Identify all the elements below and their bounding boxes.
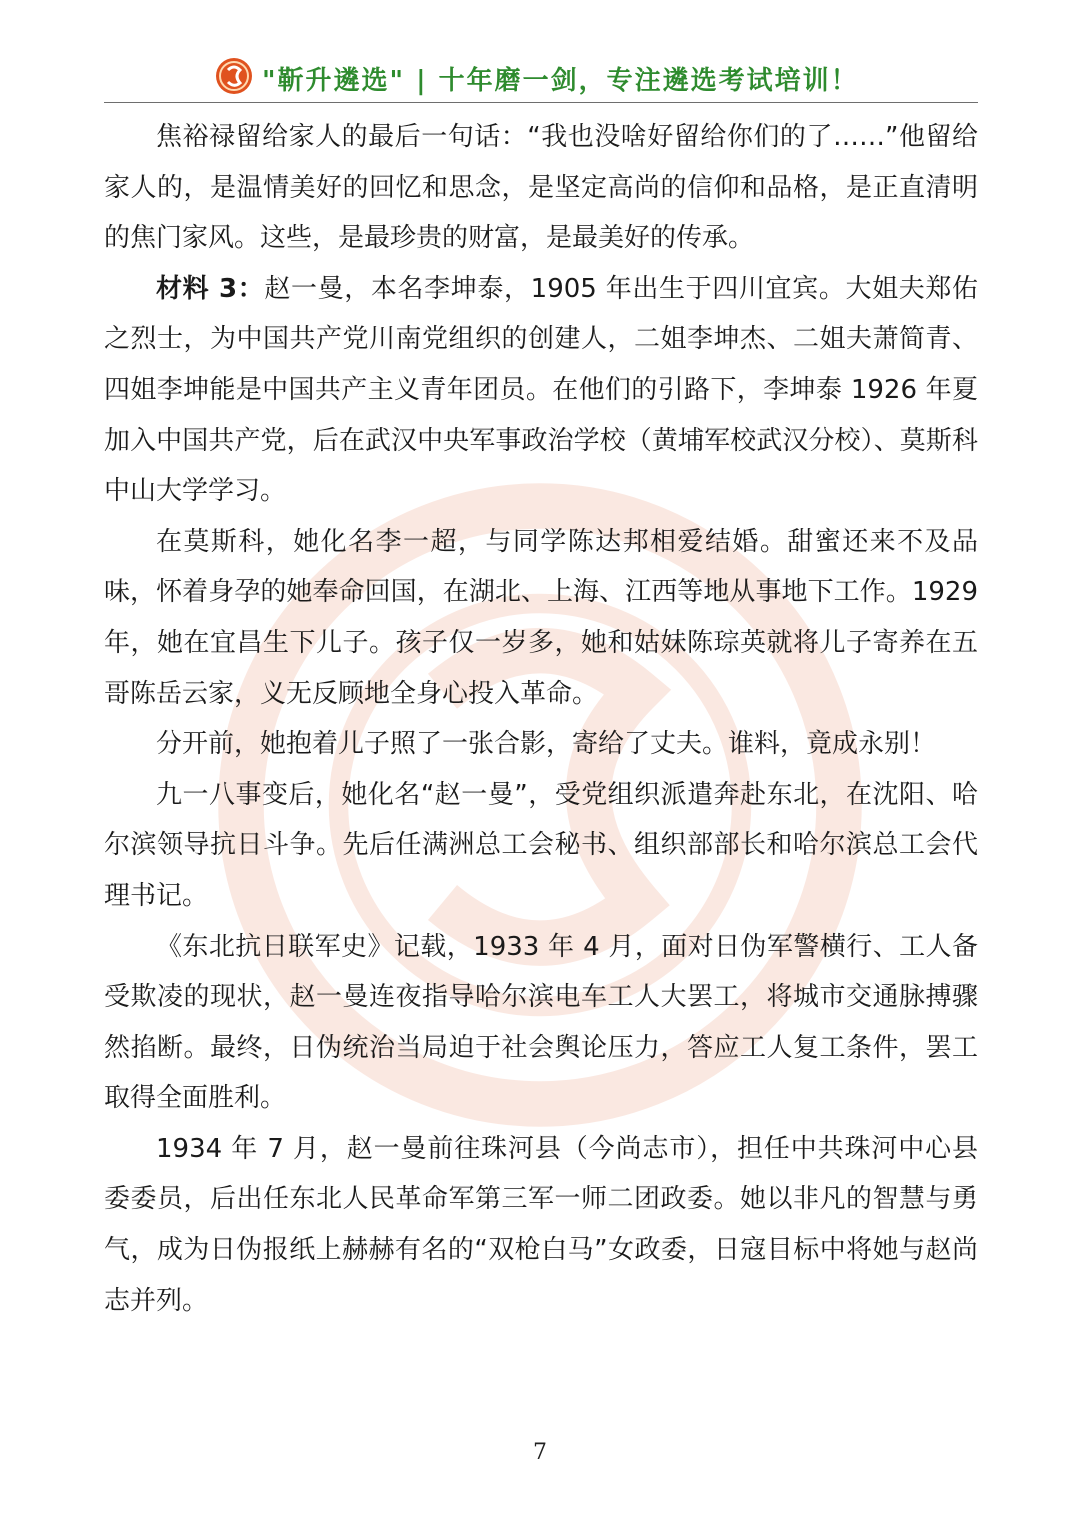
paragraph: 1934 年 7 月，赵一曼前往珠河县（今尚志市），担任中共珠河中心县委委员，后出任东北人民革命军第三军一师二团政委。她以非凡的智慧与勇气，成为日伪报纸上赫赫有名的“双枪白马”女政委，日寇目标中将她与赵尚志并列。	[104, 1133, 978, 1316]
logo-icon	[214, 56, 254, 96]
header-title: "靳升遴选" | 十年磨一剑，专注遴选考试培训！	[262, 66, 859, 96]
paragraph: 九一八事变后，她化名“赵一曼”，受党组织派遣奔赴东北，在沈阳、哈尔滨领导抗日斗争。先后任满洲总工会秘书、组织部部长和哈尔滨总工会代理书记。	[104, 779, 978, 911]
paragraph: 材料 3：赵一曼，本名李坤泰，1905 年出生于四川宜宾。大姐夫郑佑之烈士，为中国共产党川南党组织的创建人，二姐李坤杰、二姐夫萧简青、四姐李坤能是中国共产主义青年团员。在他们的引路下，李坤泰 1926 年夏加入中国共产党，后在武汉中央军事政治学校（黄埔军校武汉分校）、莫斯科中山大学学习。	[104, 273, 978, 507]
paragraph: 在莫斯科，她化名李一超，与同学陈达邦相爱结婚。甜蜜还来不及品味，怀着身孕的她奉命回国，在湖北、上海、江西等地从事地下工作。1929 年，她在宜昌生下儿子。孩子仅一岁多，她和姑妹陈琮英就将儿子寄养在五哥陈岳云家，义无反顾地全身心投入革命。	[104, 526, 978, 709]
page-number: 7	[533, 1440, 547, 1465]
paragraph: 《东北抗日联军史》记载，1933 年 4 月，面对日伪军警横行、工人备受欺凌的现状，赵一曼连夜指导哈尔滨电车工人大罢工，将城市交通脉搏骤然掐断。最终，日伪统治当局迫于社会舆论压力，答应工人复工条件，罢工取得全面胜利。	[104, 931, 978, 1114]
material-label: 材料 3：	[156, 273, 265, 304]
page-header	[104, 52, 978, 103]
paragraph: 焦裕禄留给家人的最后一句话：“我也没啥好留给你们的了……”他留给家人的，是温情美好的回忆和思念，是坚定高尚的信仰和品格，是正直清明的焦门家风。这些，是最珍贵的财富，是最美好的传承。	[104, 122, 978, 254]
paragraph: 分开前，她抱着儿子照了一张合影，寄给了丈夫。谁料，竟成永别！	[156, 729, 937, 760]
document-body	[104, 112, 978, 1326]
